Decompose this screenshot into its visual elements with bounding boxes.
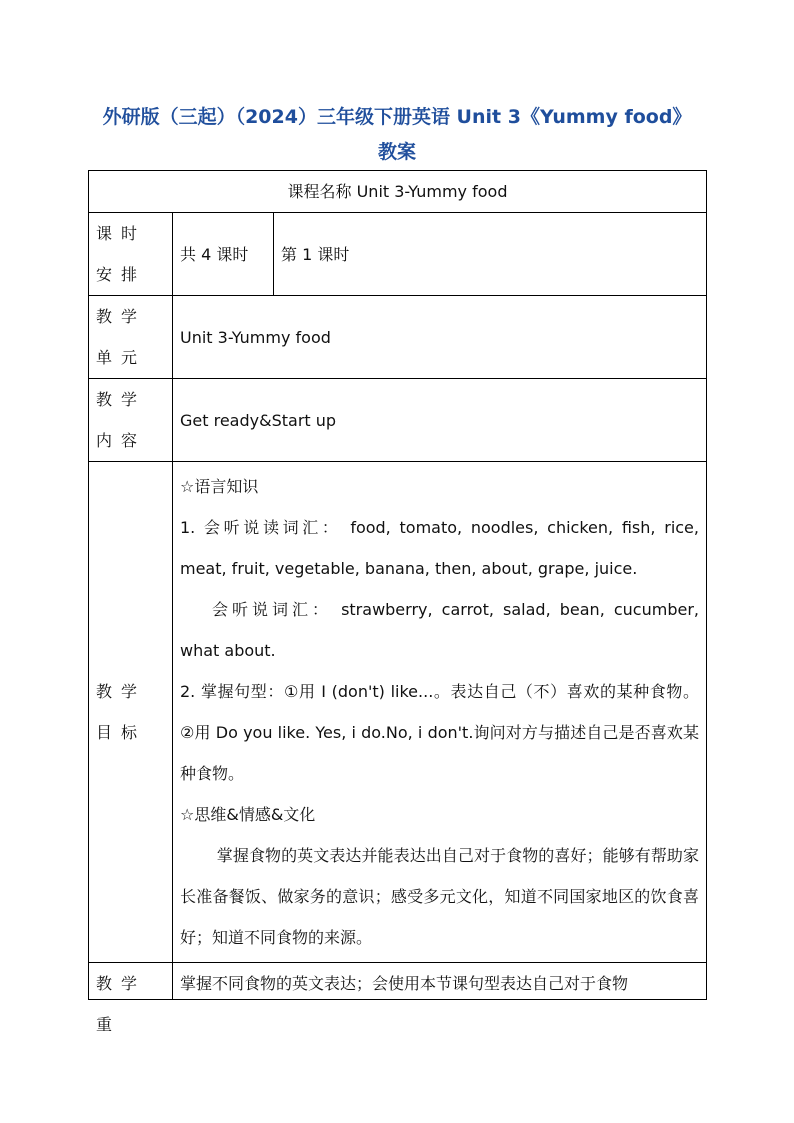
goals-vocabulary-core: 1. 会听说读词汇： food, tomato, noodles, chicken, fish, rice, meat, fruit, vegetable, banana, then, about, grape, juice. bbox=[180, 518, 699, 578]
goals-vocabulary-extra: 会听说词汇： strawberry, carrot, salad, bean, cucumber, what about. bbox=[180, 600, 699, 660]
page-title: 外研版（三起）（2024）三年级下册英语 Unit 3《Yummy food》教案 bbox=[102, 106, 692, 163]
schedule-label: 课时安排 bbox=[89, 213, 173, 296]
schedule-row bbox=[89, 213, 707, 296]
unit-row bbox=[89, 296, 707, 379]
content-value: Get ready&Start up bbox=[173, 379, 707, 462]
focus-value: 掌握不同食物的英文表达；会使用本节课句型表达自己对于食物 bbox=[173, 963, 707, 1000]
schedule-total: 共 4 课时 bbox=[173, 213, 274, 296]
goals-culture-text: 掌握食物的英文表达并能表达出自己对于食物的喜好；能够有帮助家长准备餐饭、做家务的意识；感受多元文化，知道不同国家地区的饮食喜好；知道不同食物的来源。 bbox=[180, 846, 699, 947]
unit-value: Unit 3-Yummy food bbox=[173, 296, 707, 379]
course-name-cell: 课程名称 Unit 3-Yummy food bbox=[89, 171, 707, 213]
content-label: 教学内容 bbox=[89, 379, 173, 462]
unit-label: 教学单元 bbox=[89, 296, 173, 379]
focus-label: 教学重 bbox=[89, 963, 173, 1000]
goals-row bbox=[89, 462, 707, 963]
goals-content bbox=[173, 462, 707, 963]
lesson-plan-table bbox=[88, 170, 707, 1034]
goals-label: 教学目标 bbox=[89, 462, 173, 963]
content-row bbox=[89, 379, 707, 462]
schedule-current: 第 1 课时 bbox=[274, 213, 707, 296]
course-name-row bbox=[89, 171, 707, 213]
goals-heading-culture: ☆思维&情感&文化 bbox=[180, 805, 316, 824]
goals-sentence-patterns: 2. 掌握句型：①用 I (don't) like...。表达自己（不）喜欢的某种食物。 ②用 Do you like. Yes, i do.No, i don't.询问对方与描述自己是否喜欢某种食物。 bbox=[180, 682, 699, 783]
goals-heading-language: ☆语言知识 bbox=[180, 477, 259, 496]
focus-row bbox=[89, 963, 707, 1000]
